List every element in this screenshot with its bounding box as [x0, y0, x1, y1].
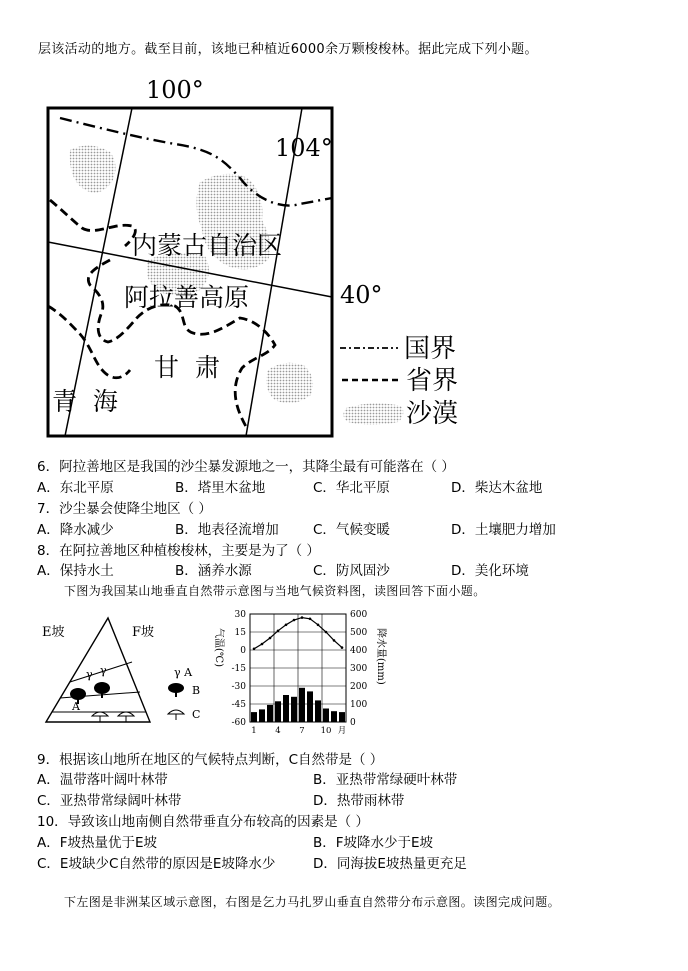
legend-desert-swatch — [343, 403, 403, 425]
temp-tick-label: -15 — [231, 664, 246, 674]
f-slope-label: F坡 — [132, 625, 155, 640]
legend-broadleaf-icon — [168, 683, 184, 697]
option: D．同海拔E坡热量更充足 — [313, 856, 467, 872]
option: A．F坡热量优于E坡 — [37, 835, 158, 851]
question-6-options — [0, 476, 688, 496]
precip-tick-label: 200 — [350, 682, 368, 692]
precip-bar — [267, 705, 273, 722]
region-qinghai-label: 青 海 — [52, 387, 118, 416]
precip-bar — [283, 695, 289, 722]
legend-b-label: B — [192, 684, 201, 697]
legend-c-label: C — [192, 708, 201, 721]
option: A．降水减少 — [37, 522, 114, 538]
precip-bar — [275, 701, 281, 722]
precip-axis-title: 降水量(mm) — [375, 628, 386, 685]
x-tick-label: 7 — [299, 726, 305, 734]
precip-tick-label: 500 — [350, 628, 368, 638]
option: D．柴达木盆地 — [451, 480, 543, 496]
gamma-mark: γ — [100, 664, 107, 677]
provincial-border — [50, 200, 135, 246]
temperature-point — [341, 646, 344, 649]
option: B．涵养水源 — [175, 563, 252, 579]
question-8-options — [0, 559, 688, 579]
x-tick-label: 10 — [320, 726, 332, 734]
precip-bar — [259, 709, 265, 722]
desert-patch — [70, 145, 116, 192]
precip-bar — [251, 712, 257, 722]
e-slope-label: E坡 — [42, 625, 65, 640]
precip-tick-label: 0 — [350, 718, 356, 728]
temperature-point — [333, 639, 336, 642]
option: B．F坡降水少于E坡 — [313, 835, 434, 851]
legend-desert-label: 沙漠 — [406, 399, 459, 429]
temp-tick-label: 0 — [240, 646, 246, 656]
option: D．土壤肥力增加 — [451, 522, 556, 538]
legend-a-label: γ A — [174, 666, 193, 679]
legend-provincial-label: 省界 — [406, 366, 459, 396]
question-10-options-2 — [0, 852, 688, 872]
question-8: 8．在阿拉善地区种植梭梭林，主要是为了（ ） — [37, 543, 320, 559]
region-map — [0, 70, 688, 450]
temperature-point — [325, 631, 328, 634]
x-tick-label: 1 — [251, 726, 257, 734]
option: A．东北平原 — [37, 480, 114, 496]
umbrella-tree-icon — [118, 712, 134, 722]
option: A．温带落叶阔叶林带 — [37, 772, 168, 788]
option: C．华北平原 — [313, 480, 390, 496]
question-7-options — [0, 518, 688, 538]
precip-tick-label: 100 — [350, 700, 368, 710]
question-9: 9．根据该山地所在地区的气候特点判断，C自然带是（ ） — [37, 752, 384, 768]
precip-tick-label: 300 — [350, 664, 368, 674]
option: A．保持水土 — [37, 563, 114, 579]
question-7: 7．沙尘暴会使降尘地区（ ） — [37, 501, 212, 517]
option: D．美化环境 — [451, 563, 529, 579]
caption-africa: 下左图是非洲某区域示意图，右图是乞力马扎罗山垂直自然带分布示意图。读图完成问题。 — [64, 895, 561, 909]
precip-bar — [331, 711, 337, 722]
legend-umbrella-icon — [168, 710, 184, 720]
temperature-point — [309, 618, 312, 621]
temp-tick-label: -30 — [231, 682, 246, 692]
temp-tick-label: 30 — [234, 610, 246, 620]
precip-bar — [291, 697, 297, 722]
temperature-point — [253, 648, 256, 651]
question-9-options-1 — [0, 768, 688, 788]
lon-100-label: 100° — [146, 76, 204, 104]
question-10-options-1 — [0, 831, 688, 851]
temp-tick-label: -45 — [231, 700, 246, 710]
temp-tick-label: -60 — [231, 718, 246, 728]
zone-a-label: A — [72, 700, 80, 713]
precip-bar — [323, 709, 329, 723]
caption-mountain: 下图为我国某山地垂直自然带示意图与当地气候资料图，读图回答下面小题。 — [64, 584, 486, 598]
x-tick-label: 月 — [337, 726, 347, 734]
option: B．地表径流增加 — [175, 522, 279, 538]
option: B．塔里木盆地 — [175, 480, 266, 496]
temperature-point — [285, 624, 288, 627]
question-10: 10．导致该山地南侧自然带垂直分布较高的因素是（ ） — [37, 814, 369, 830]
climate-chart — [206, 604, 396, 734]
gamma-mark: γ — [86, 668, 93, 681]
precip-bar — [339, 712, 345, 722]
temp-axis-title: 气温(℃) — [213, 628, 224, 667]
x-tick-label: 4 — [275, 726, 281, 734]
lon-104-label: 104° — [275, 134, 333, 162]
temperature-point — [293, 619, 296, 622]
option: C．防风固沙 — [313, 563, 390, 579]
precip-bar — [299, 688, 305, 722]
temp-tick-label: 15 — [234, 628, 246, 638]
desert-patch — [266, 363, 313, 403]
precip-bar — [307, 691, 313, 722]
temperature-point — [317, 624, 320, 627]
lat-40-label: 40° — [340, 281, 383, 309]
option: D．热带雨林带 — [313, 793, 405, 809]
precip-tick-label: 400 — [350, 646, 368, 656]
temperature-point — [269, 637, 272, 640]
region-gansu-label: 甘 肃 — [154, 353, 220, 382]
temperature-point — [301, 616, 304, 619]
question-6: 6．阿拉善地区是我国的沙尘暴发源地之一，其降尘最有可能落在（ ） — [37, 459, 455, 475]
option: C．E坡缺少C自然带的原因是E坡降水少 — [37, 856, 276, 872]
question-9-options-2 — [0, 789, 688, 809]
precip-tick-label: 600 — [350, 610, 368, 620]
temperature-point — [277, 630, 280, 633]
option: C．亚热带常绿阔叶林带 — [37, 793, 182, 809]
umbrella-tree-icon — [92, 712, 108, 722]
precip-bar — [315, 700, 321, 722]
legend-national-label: 国界 — [404, 334, 457, 364]
region-neimenggu-label: 内蒙古自治区 — [132, 231, 283, 260]
mountain-diagram — [40, 612, 210, 730]
region-alashan-label: 阿拉善高原 — [124, 283, 250, 312]
option: B．亚热带常绿硬叶林带 — [313, 772, 458, 788]
intro-text: 层该活动的地方。截至目前，该地已种植近6000余万颗梭梭林。据此完成下列小题。 — [38, 42, 538, 57]
option: C．气候变暖 — [313, 522, 390, 538]
temperature-point — [261, 643, 264, 646]
